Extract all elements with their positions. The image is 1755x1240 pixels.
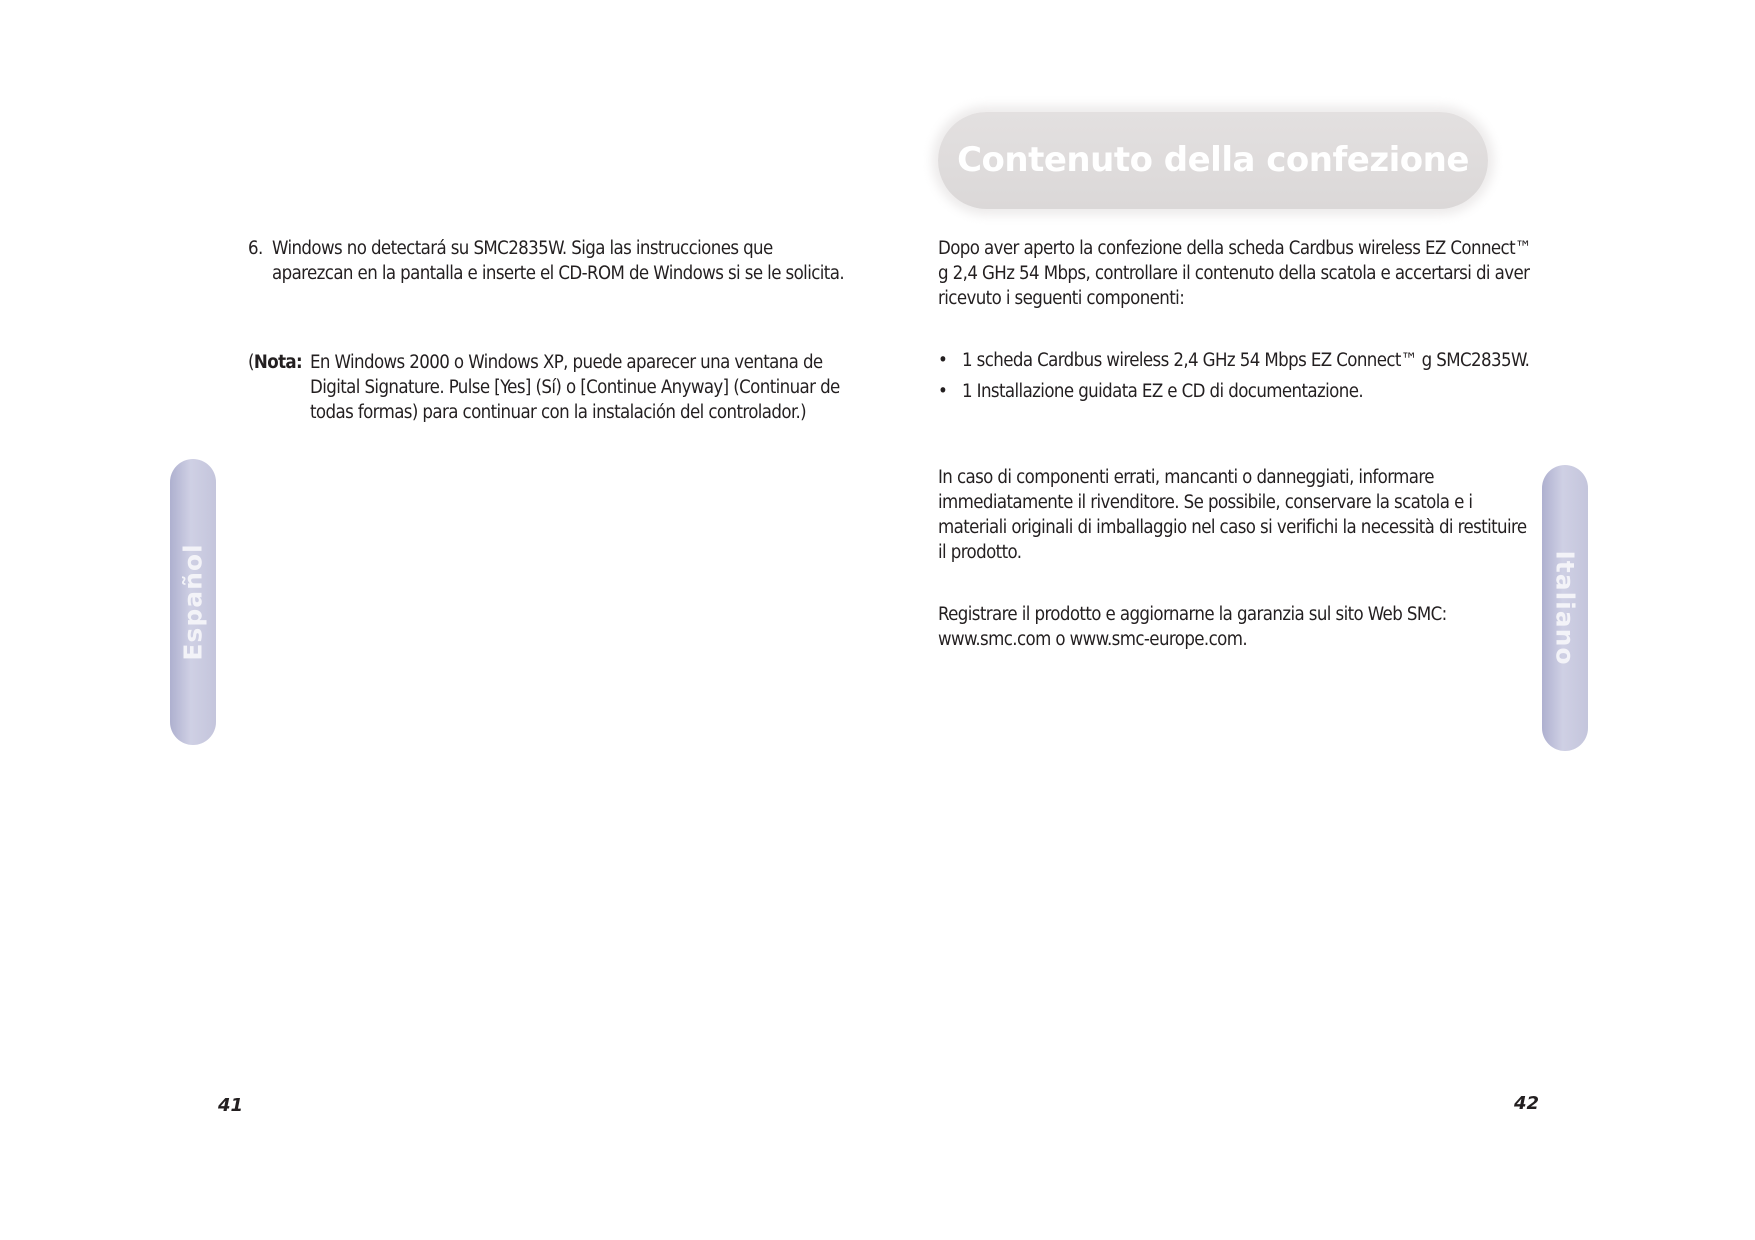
note-label: [248, 350, 310, 425]
language-tab-label: Italiano: [1550, 550, 1580, 666]
bullet-icon: •: [938, 350, 948, 371]
bullet-icon: •: [938, 381, 948, 402]
step-number: 6.: [248, 238, 263, 259]
note-text: En Windows 2000 o Windows XP, puede aparecer una ventana de Digital Signature. Pulse [Yes] (Sí) o [Continue Anyway] (Continuar de todas formas) para continuar con la instalación del controlador.): [310, 352, 840, 423]
intro-paragraph: Dopo aver aperto la confezione della scheda Cardbus wireless EZ Connect™ g 2,4 GHz 54 Mbps, controllare il contenuto della scatola e accertarsi di aver ricevuto i seguenti componenti:: [938, 238, 1532, 309]
note-block: [248, 350, 848, 425]
note-open-paren: (: [248, 352, 254, 373]
list-item-text: 1 Installazione guidata EZ e CD di documentazione.: [962, 381, 1364, 402]
step-text: Windows no detectará su SMC2835W. Siga las instrucciones que aparezcan en la pantalla e inserte el CD-ROM de Windows si se le solicita.: [272, 238, 844, 284]
section-title: Contenuto della confezione: [957, 140, 1469, 180]
list-item-text: 1 scheda Cardbus wireless 2,4 GHz 54 Mbps EZ Connect™ g SMC2835W.: [962, 350, 1530, 371]
list-item: [938, 348, 1538, 373]
package-contents-list: [938, 348, 1538, 410]
section-header: [938, 112, 1488, 209]
damaged-components-paragraph: In caso di componenti errati, mancanti o danneggiati, informare immediatamente il rivenditore. Se possibile, conservare la scatola e i materiali originali di imballaggio nel caso si verifichi la necessità di restituire il prodotto.: [938, 467, 1527, 563]
language-tab-label: Español: [178, 543, 208, 661]
language-tab-espanol: [170, 459, 216, 745]
step-6: [248, 236, 848, 286]
language-tab-italiano: [1542, 465, 1588, 751]
page-number-left: 41: [218, 1095, 244, 1116]
list-item: [938, 379, 1538, 404]
register-product-paragraph: Registrare il prodotto e aggiornarne la garanzia sul sito Web SMC: www.smc.com o www.smc-europe.com.: [938, 604, 1447, 650]
page-number-right: 42: [1514, 1093, 1540, 1114]
note-label-text: Nota:: [253, 352, 303, 373]
left-page: [0, 0, 877, 1240]
